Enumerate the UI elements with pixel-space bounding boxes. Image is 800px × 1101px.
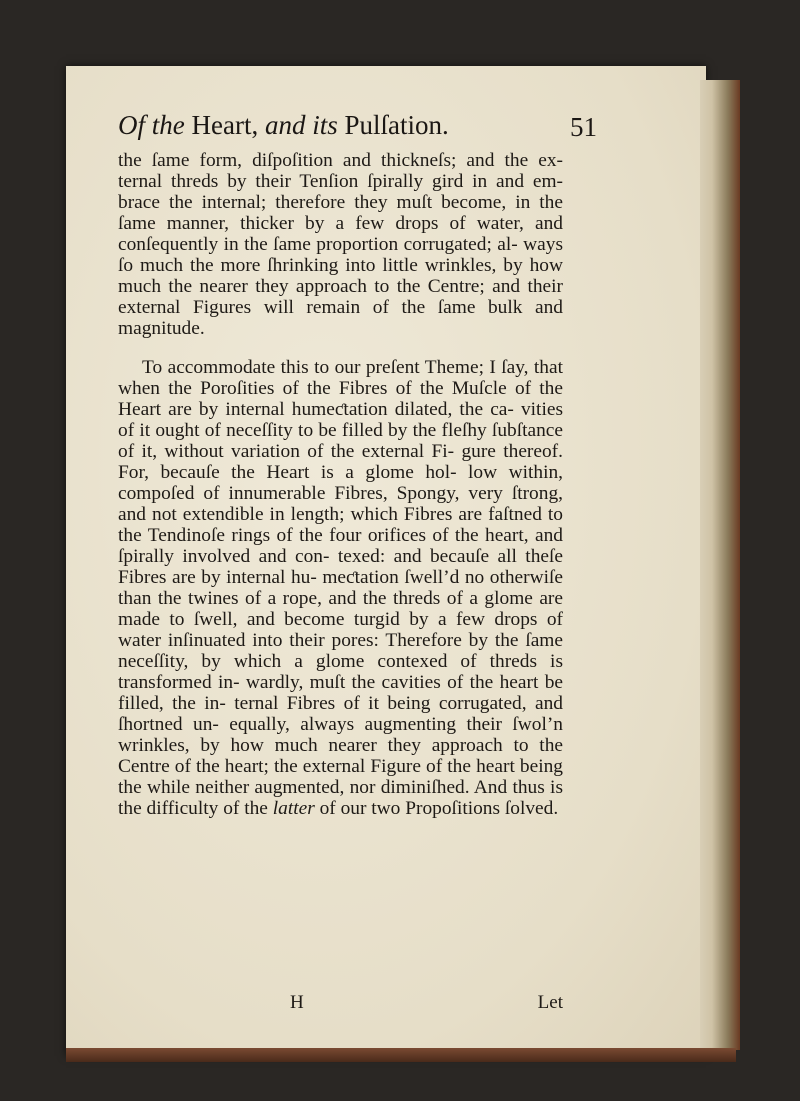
body-text bbox=[118, 150, 563, 819]
running-head bbox=[118, 110, 449, 141]
running-head-part-4: Pulſation. bbox=[337, 110, 449, 140]
page-footer bbox=[118, 992, 563, 1016]
running-head-part-1: Of the bbox=[118, 110, 185, 140]
page-edge-right bbox=[700, 80, 740, 1050]
running-head-part-3: and its bbox=[264, 110, 338, 140]
paragraph-1-segment: the ſame form, diſpoſition and thickneſs; and the ex- ternal threds by their Tenſion ſpirally gird in and em- brace the internal bbox=[118, 150, 563, 213]
page-header bbox=[118, 110, 678, 150]
running-head-part-2: Heart, bbox=[184, 110, 265, 140]
paragraph-1 bbox=[118, 150, 563, 339]
paragraph-1-segment: ; therefore they muſt become, in the ſame manner, thicker by a few drops of water, and conſequently in the ſame proportion corrugated; al- ways ſo much the more ſhrinking into little wrinkles, by how much the nearer they approach to the Centre; and their external Figures will remain of the ſame bulk and magnitude. bbox=[118, 192, 563, 339]
catchword: Let bbox=[537, 992, 563, 1013]
book-cover-bottom bbox=[66, 1048, 736, 1062]
paragraph-2 bbox=[118, 357, 563, 819]
signature-mark: H bbox=[290, 992, 304, 1013]
paragraph-2-segment: To accommodate this to our preſent Theme; I ſay, that when the Poroſities of the Fibres of the Muſcle of the Heart are by internal humeƈtation dilated, the ca- vities of it ought of neceſſity to be filled by the fleſhy ſubſtance of it, without variation of the external Fi- gure thereof. For, becauſe the Heart is a glome hol- low within, compoſed of innumerable Fibres, Spongy, very ſtrong, and not extendible in length; which Fibres are faſtned to the Tendinoſe rings of the four orifices of the heart, and ſpirally involved and con- texed: and becauſe all theſe Fibres are by internal hu- meƈtation ſwell’d no otherwiſe than the twines of a rope, and the threds of a glome are made to ſwell, and become turgid by a few drops of water inſinuated into their pores: Therefore by the ſame neceſſity, by which a glome contexed of threds is transformed in- wardly, muſt the cavities of the heart be filled, the in- ternal Fibres of it being corrugated, and ſhortned un- equally, always augmenting their ſwol’n wrinkles, by how much nearer they approach to the Centre of the heart; the external Figure of the heart being the while neither augmented, nor diminiſhed. And thus is the difficulty of the bbox=[118, 357, 563, 819]
paragraph-2-segment: of our two Propoſitions ſolved. bbox=[314, 798, 559, 819]
paragraph-2-italic-segment: latter bbox=[272, 798, 315, 819]
page-number: 51 bbox=[570, 112, 597, 142]
